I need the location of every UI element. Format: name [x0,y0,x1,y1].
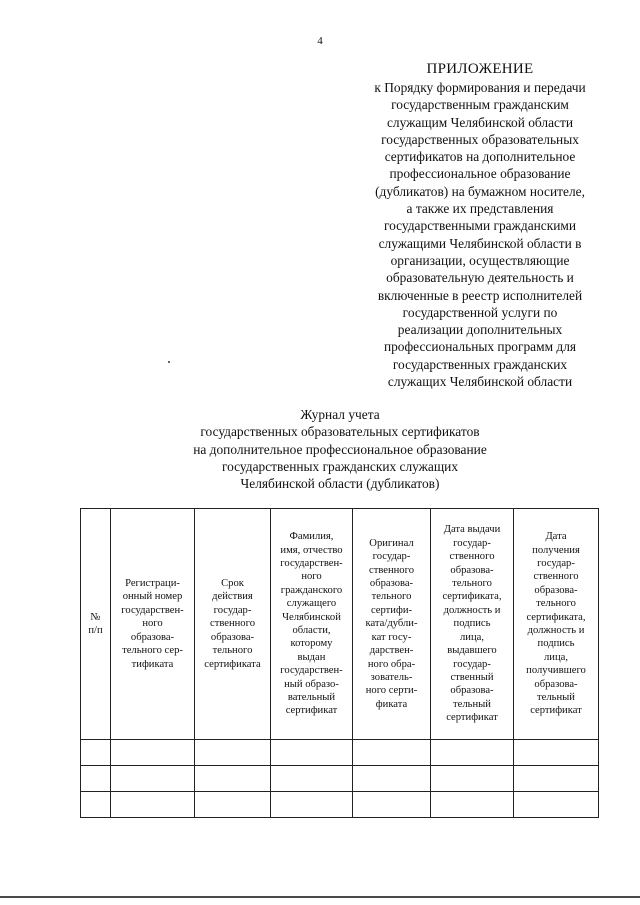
table-cell [431,740,514,766]
table-cell [81,766,111,792]
column-header-line: сертификат [285,705,338,717]
column-header-line: области, [292,625,331,636]
table-cell [81,792,111,818]
column-header-line: вательный [287,692,336,704]
column-header-line: Срок [221,578,244,590]
column-header-line: образова- [210,631,255,643]
column-header [271,509,353,740]
appendix-line: государственной услуги по [402,304,558,320]
column-header-line: образова- [450,564,494,576]
column-header-line: фиката [375,698,408,710]
column-header-line: сертификат [446,712,498,724]
column-header-line: ственного [210,618,255,630]
column-header-line: ного обра- [367,658,416,670]
column-header-line: ственного [369,564,414,576]
column-header-line: онный номер [122,591,183,603]
column-header-line: образова- [534,584,578,596]
scan-edge-line [0,896,640,898]
column-header-line: ного серти- [365,685,418,697]
column-header-line: тельного [371,591,412,603]
journal-subtitle-line: государственных образовательных сертификатов [200,424,480,440]
table-cell [195,792,271,818]
column-header-line: государ- [372,551,411,563]
table-cell [353,766,431,792]
column-header-line: Дата выдачи [443,524,501,536]
column-header-line: образова- [450,685,494,697]
table-cell [514,792,599,818]
column-header-line: ного [142,618,163,630]
column-header-line: тельный [453,698,491,710]
table-header-row [81,509,599,740]
column-header-line: ный образо- [284,678,339,690]
appendix-line: профессиональное образование [389,166,571,182]
table-cell [353,740,431,766]
table-cell [271,740,353,766]
column-header-line: подпись [537,638,575,650]
table-cell [81,740,111,766]
appendix-line: государственных гражданских [392,356,568,372]
appendix-line: а также их представления [406,201,554,217]
journal-title [150,406,530,492]
column-header-line: государ- [453,658,491,670]
appendix-line: государственными гражданскими [383,218,577,234]
column-header-line: лица, [460,631,484,643]
column-header-line: Регистраци- [125,578,180,590]
column-header-line: которому [290,638,333,650]
column-header-line: сертификата [204,658,261,670]
table-cell [431,792,514,818]
column-header-line: п/п [88,625,103,636]
journal-subtitle-line: государственных гражданских служащих [221,458,459,474]
column-header-line: тельного [212,645,253,657]
appendix-line: государственным гражданским [391,97,569,113]
appendix-line: (дубликатов) на бумажном носителе, [375,183,585,199]
column-header-line: государствен- [280,557,343,569]
column-header-line: образова- [369,578,414,590]
journal-heading: Журнал учета [300,407,380,422]
column-header-line: сертификата, [526,611,586,623]
appendix-line: служащими Челябинской области в [378,235,582,251]
table-cell [514,740,599,766]
appendix-line: реализации дополнительных [397,322,563,338]
appendix-line: образовательную деятельность и [386,270,574,286]
appendix-line: профессиональных программ для [383,339,577,355]
appendix-text [354,79,606,390]
journal-title-lines [150,406,530,492]
table-cell [111,740,195,766]
appendix-line: к Порядку формирования и передачи [374,80,586,95]
table-cell [271,766,353,792]
appendix-block [354,60,606,390]
column-header-line: Оригинал [369,537,414,549]
column-header-line: ственный [450,671,494,683]
column-header-line: государствен- [121,604,184,616]
column-header-line: ственного [533,571,579,583]
column-header-line: тельный [537,692,575,704]
table-cell [271,792,353,818]
table-cell [111,792,195,818]
column-header [514,509,599,740]
page-number: 4 [317,35,323,47]
column-header-line: тельного [536,598,576,610]
column-header-line: сертификат [530,705,582,717]
table-cell [111,766,195,792]
column-header-line: зователь- [370,671,413,683]
journal-table [80,508,599,818]
column-header-line: образова- [534,678,578,690]
table-row [81,792,599,818]
column-header [81,509,111,740]
column-header [111,509,195,740]
column-header-line: лица, [544,651,568,663]
table-cell [195,766,271,792]
column-header-line: действия [212,591,253,603]
column-header-line: выдан [297,651,326,663]
column-header [353,509,431,740]
column-header-line: государ- [537,557,575,569]
journal-subtitle-line: на дополнительное профессиональное образование [193,441,487,457]
column-header-line: получившего [526,665,586,677]
appendix-line: организации, осуществляющие [390,252,570,268]
column-header-line: Фамилия, [289,531,334,543]
table-body [81,740,599,818]
table-cell [353,792,431,818]
appendix-line: служащим Челябинской области [386,114,573,130]
column-header-line: государ- [453,537,491,549]
column-header-line: сертифи- [370,604,413,616]
column-header-line: Дата [545,531,567,543]
column-header-line: тельного [452,578,492,590]
table-row [81,766,599,792]
column-header-line: имя, отчество [280,544,343,556]
column-header-line: Челябинской [282,611,341,623]
column-header-line: государ- [213,604,252,616]
column-header-line: выдавшего [447,645,497,657]
table-row [81,740,599,766]
column-header-line: гражданского [280,584,343,596]
table-cell [431,766,514,792]
column-header-line: тельного сер- [122,645,183,657]
appendix-line: включенные в реестр исполнителей [377,287,583,303]
column-header-line: подпись [453,618,491,630]
column-header-line: ственного [449,551,495,563]
column-header-line: тификата [131,658,174,670]
table-cell [514,766,599,792]
column-header-line: государствен- [280,665,343,677]
column-header-line: должность и [527,625,585,636]
column-header-line: образова- [130,631,175,643]
column-header-line: кат госу- [371,631,412,643]
column-header [195,509,271,740]
column-header-line: получения [532,544,580,556]
column-header-line: сертификата, [442,591,502,603]
column-header-line: дарствен- [369,645,414,657]
column-header-line: ного [301,571,322,583]
column-header-line: служащего [286,598,337,610]
appendix-line: государственных образовательных [381,131,579,147]
column-header [431,509,514,740]
appendix-line: сертификатов на дополнительное [384,149,576,165]
scan-speck [168,361,170,363]
column-header-line: № [90,611,101,623]
journal-subtitle-line: Челябинской области (дубликатов) [240,476,440,492]
table-cell [195,740,271,766]
appendix-line: служащих Челябинской области [387,374,573,390]
column-header-line: должность и [443,604,501,616]
appendix-title: ПРИЛОЖЕНИЕ [426,61,534,77]
column-header-line: ката/дубли- [365,618,418,630]
